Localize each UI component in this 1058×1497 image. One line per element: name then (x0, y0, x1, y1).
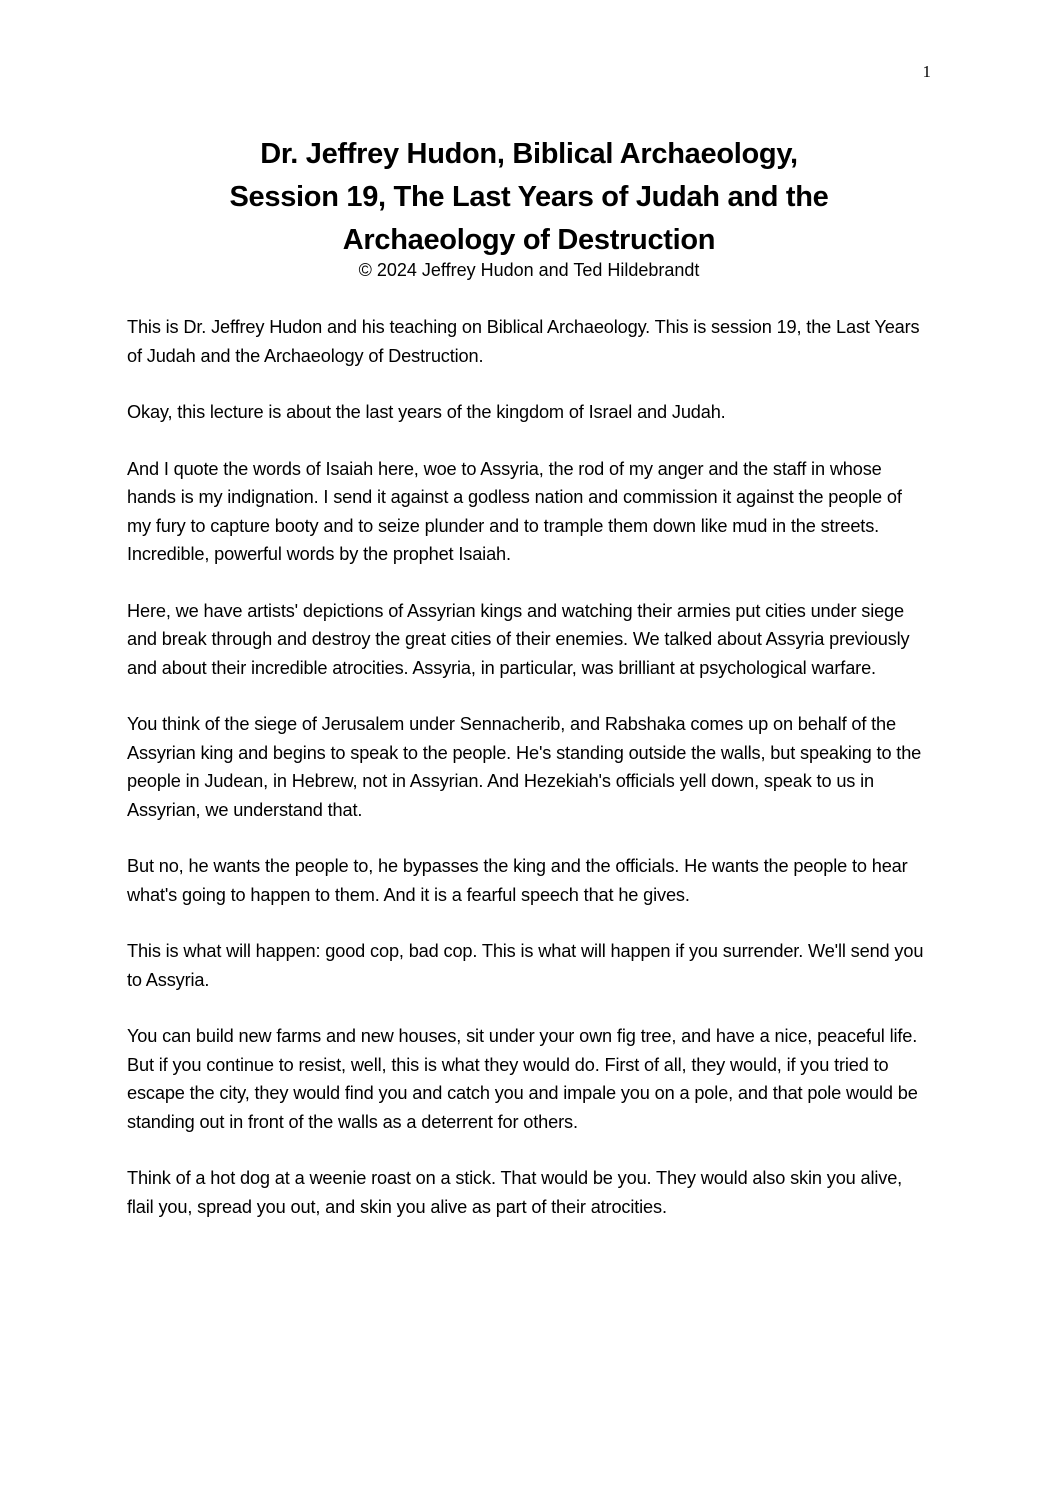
title-line: Dr. Jeffrey Hudon, Biblical Archaeology, (260, 138, 798, 170)
body-paragraph: You think of the siege of Jerusalem under Sennacherib, and Rabshaka comes up on behalf of the Assyrian king and begins to speak to the people. He's standing outside the walls, but speaking to the people in Judean, in Hebrew, not in Assyrian. And Hezekiah's officials yell down, speak to us in Assyrian, we understand that. (127, 714, 922, 820)
body-paragraph: But no, he wants the people to, he bypasses the king and the officials. He wants the people to hear what's going to happen to them. And it is a fearful speech that he gives. (127, 856, 908, 905)
body-paragraph: This is what will happen: good cop, bad cop. This is what will happen if you surrender. We'll send you to Assyria. (127, 941, 924, 990)
copyright-notice: © 2024 Jeffrey Hudon and Ted Hildebrandt (358, 260, 700, 280)
body-paragraph: Here, we have artists' depictions of Assyrian kings and watching their armies put cities under siege and break through and destroy the great cities of their enemies. We talked about Assyria previously and about their incredible atrocities. Assyria, in particular, was brilliant at psychological warfare. (127, 600, 910, 678)
body-paragraph: Okay, this lecture is about the last years of the kingdom of Israel and Judah. (127, 402, 726, 422)
body-paragraph: And I quote the words of Isaiah here, woe to Assyria, the rod of my anger and the staff in whose hands is my indignation. I send it against a godless nation and commission it against the people of my fury to capture booty and to seize plunder and to trample them down like mud in the streets. Incredible, powerful words by the prophet Isaiah. (127, 458, 902, 564)
page-number: 1 (922, 62, 931, 81)
title-line: Session 19, The Last Years of Judah and the (229, 181, 829, 213)
body-paragraph: This is Dr. Jeffrey Hudon and his teaching on Biblical Archaeology. This is session 19, the Last Years of Judah and the Archaeology of Destruction. (127, 317, 920, 366)
document-title (130, 133, 928, 262)
document-body (127, 313, 927, 1249)
body-paragraph: You can build new farms and new houses, sit under your own fig tree, and have a nice, peaceful life. But if you continue to resist, well, this is what they would do. First of all, they would, if you tried to escape the city, they would find you and catch you and impale you on a pole, and that pole would be standing out in front of the walls as a deterrent for others. (127, 1026, 918, 1132)
title-line: Archaeology of Destruction (342, 224, 716, 256)
body-paragraph: Think of a hot dog at a weenie roast on a stick. That would be you. They would also skin you alive, flail you, spread you out, and skin you alive as part of their atrocities. (127, 1168, 903, 1217)
